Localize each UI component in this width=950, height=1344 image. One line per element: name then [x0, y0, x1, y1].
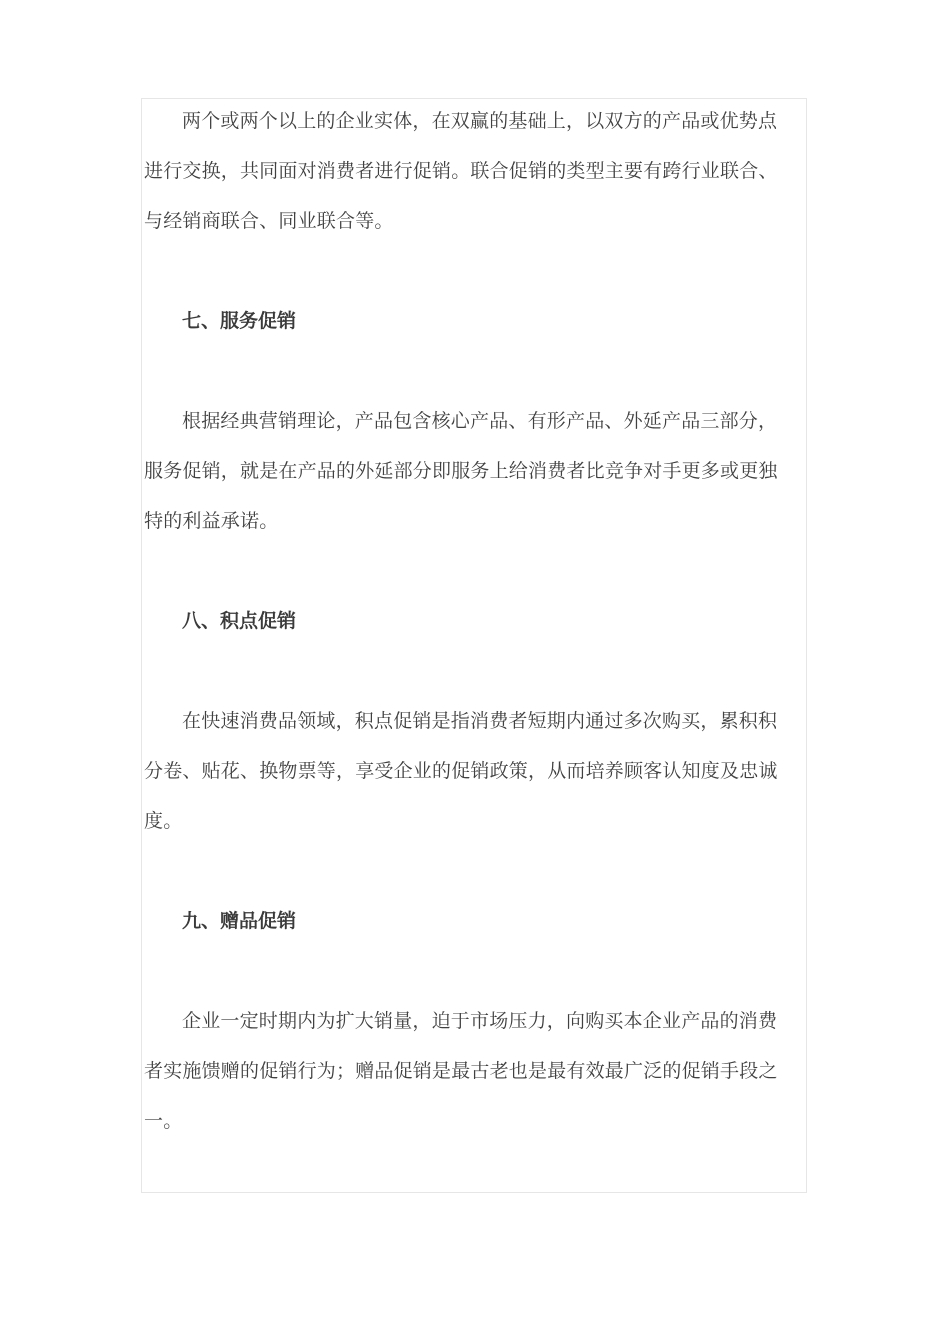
- heading-service-promotion: 七、服务促销: [182, 310, 297, 332]
- paragraph-joint-promotion: 两个或两个以上的企业实体，在双赢的基础上，以双方的产品或优势点进行交换，共同面对消费者进行促销。联合促销的类型主要有跨行业联合、与经销商联合、同业联合等。: [144, 110, 778, 232]
- spacer: [144, 546, 784, 596]
- spacer: [144, 946, 784, 996]
- spacer: [144, 846, 784, 896]
- paragraph-points-promotion: 在快速消费品领域，积点促销是指消费者短期内通过多次购买，累积积分卷、贴花、换物票等，享受企业的促销政策，从而培养顾客认知度及忠诚度。: [144, 710, 778, 832]
- document-body: [144, 96, 784, 1146]
- spacer: [144, 246, 784, 296]
- paragraph-service-promotion: 根据经典营销理论，产品包含核心产品、有形产品、外延产品三部分，服务促销，就是在产品的外延部分即服务上给消费者比竞争对手更多或更独特的利益承诺。: [144, 410, 778, 532]
- spacer: [144, 646, 784, 696]
- spacer: [144, 346, 784, 396]
- paragraph-gift-promotion: 企业一定时期内为扩大销量，迫于市场压力，向购买本企业产品的消费者实施馈赠的促销行为；赠品促销是最古老也是最有效最广泛的促销手段之一。: [144, 1010, 778, 1132]
- heading-points-promotion: 八、积点促销: [182, 610, 297, 632]
- heading-gift-promotion: 九、赠品促销: [182, 910, 297, 932]
